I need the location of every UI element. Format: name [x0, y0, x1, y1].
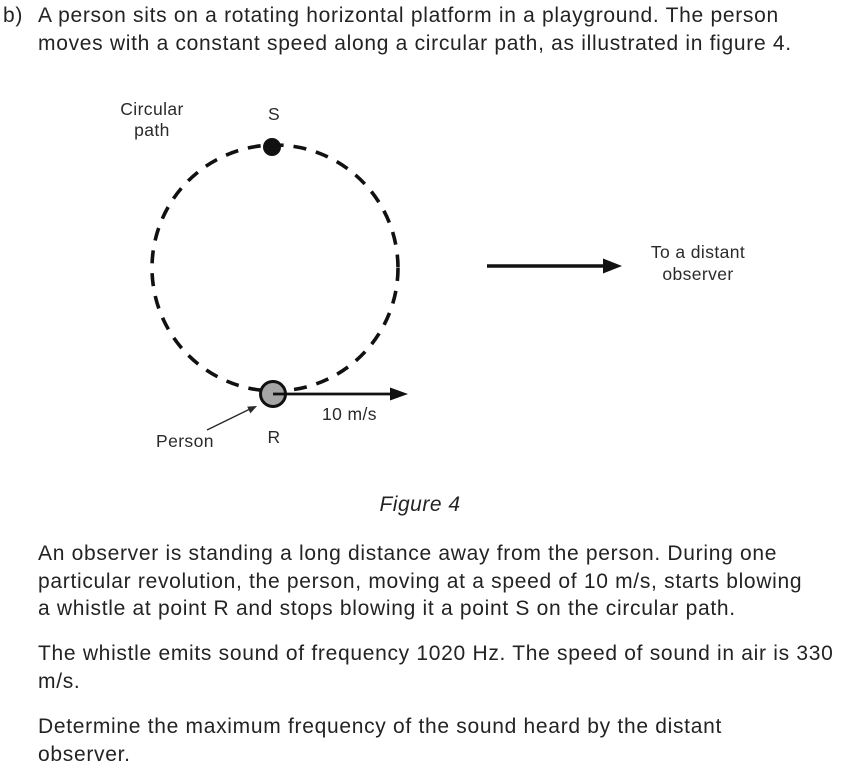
circular-path-label	[108, 99, 196, 141]
observer-paragraph-line-2: particular revolution, the person, moving at a speed of 10 m/s, starts blowing	[38, 569, 803, 593]
point-s-label: S	[267, 104, 281, 124]
problem-statement-line-2: moves with a constant speed along a circular path, as illustrated in figure 4.	[38, 31, 792, 55]
speed-label: 10 m/s	[322, 404, 377, 424]
circular-path-label-line-1: Circular	[120, 99, 184, 119]
whistle-paragraph	[38, 640, 833, 695]
question-paragraph-line-1: Determine the maximum frequency of the sound heard by the distant	[38, 715, 723, 738]
observer-direction-label	[628, 242, 768, 285]
question-paragraph	[38, 713, 722, 768]
observer-paragraph	[38, 540, 802, 623]
point-s-dot	[263, 138, 281, 156]
person-pointer-arrowhead-icon	[247, 406, 257, 413]
observer-paragraph-line-1: An observer is standing a long distance away from the person. During one	[38, 542, 778, 565]
figure-caption: Figure 4	[379, 493, 461, 516]
velocity-arrowhead-icon	[390, 388, 408, 401]
observer-paragraph-line-3: a whistle at point R and stops blowing it a point S on the circular path.	[38, 597, 736, 620]
problem-statement-line-1: A person sits on a rotating horizontal platform in a playground. The person	[38, 4, 779, 27]
observer-direction-label-line-2: observer	[662, 263, 734, 284]
observer-direction-label-line-1: To a distant	[650, 242, 746, 262]
circular-path-label-line-2: path	[134, 120, 170, 140]
circular-path-dashed-circle	[152, 145, 398, 391]
person-pointer-shaft	[207, 409, 250, 430]
part-label: b)	[3, 4, 24, 27]
whistle-paragraph-line-1: The whistle emits sound of frequency 1020 Hz. The speed of sound in air is 330	[38, 642, 834, 665]
whistle-paragraph-line-2: m/s.	[38, 669, 81, 693]
question-paragraph-line-2: observer.	[38, 742, 131, 766]
observer-arrowhead-icon	[603, 259, 622, 274]
person-label: Person	[156, 431, 214, 451]
point-r-label: R	[267, 427, 281, 447]
